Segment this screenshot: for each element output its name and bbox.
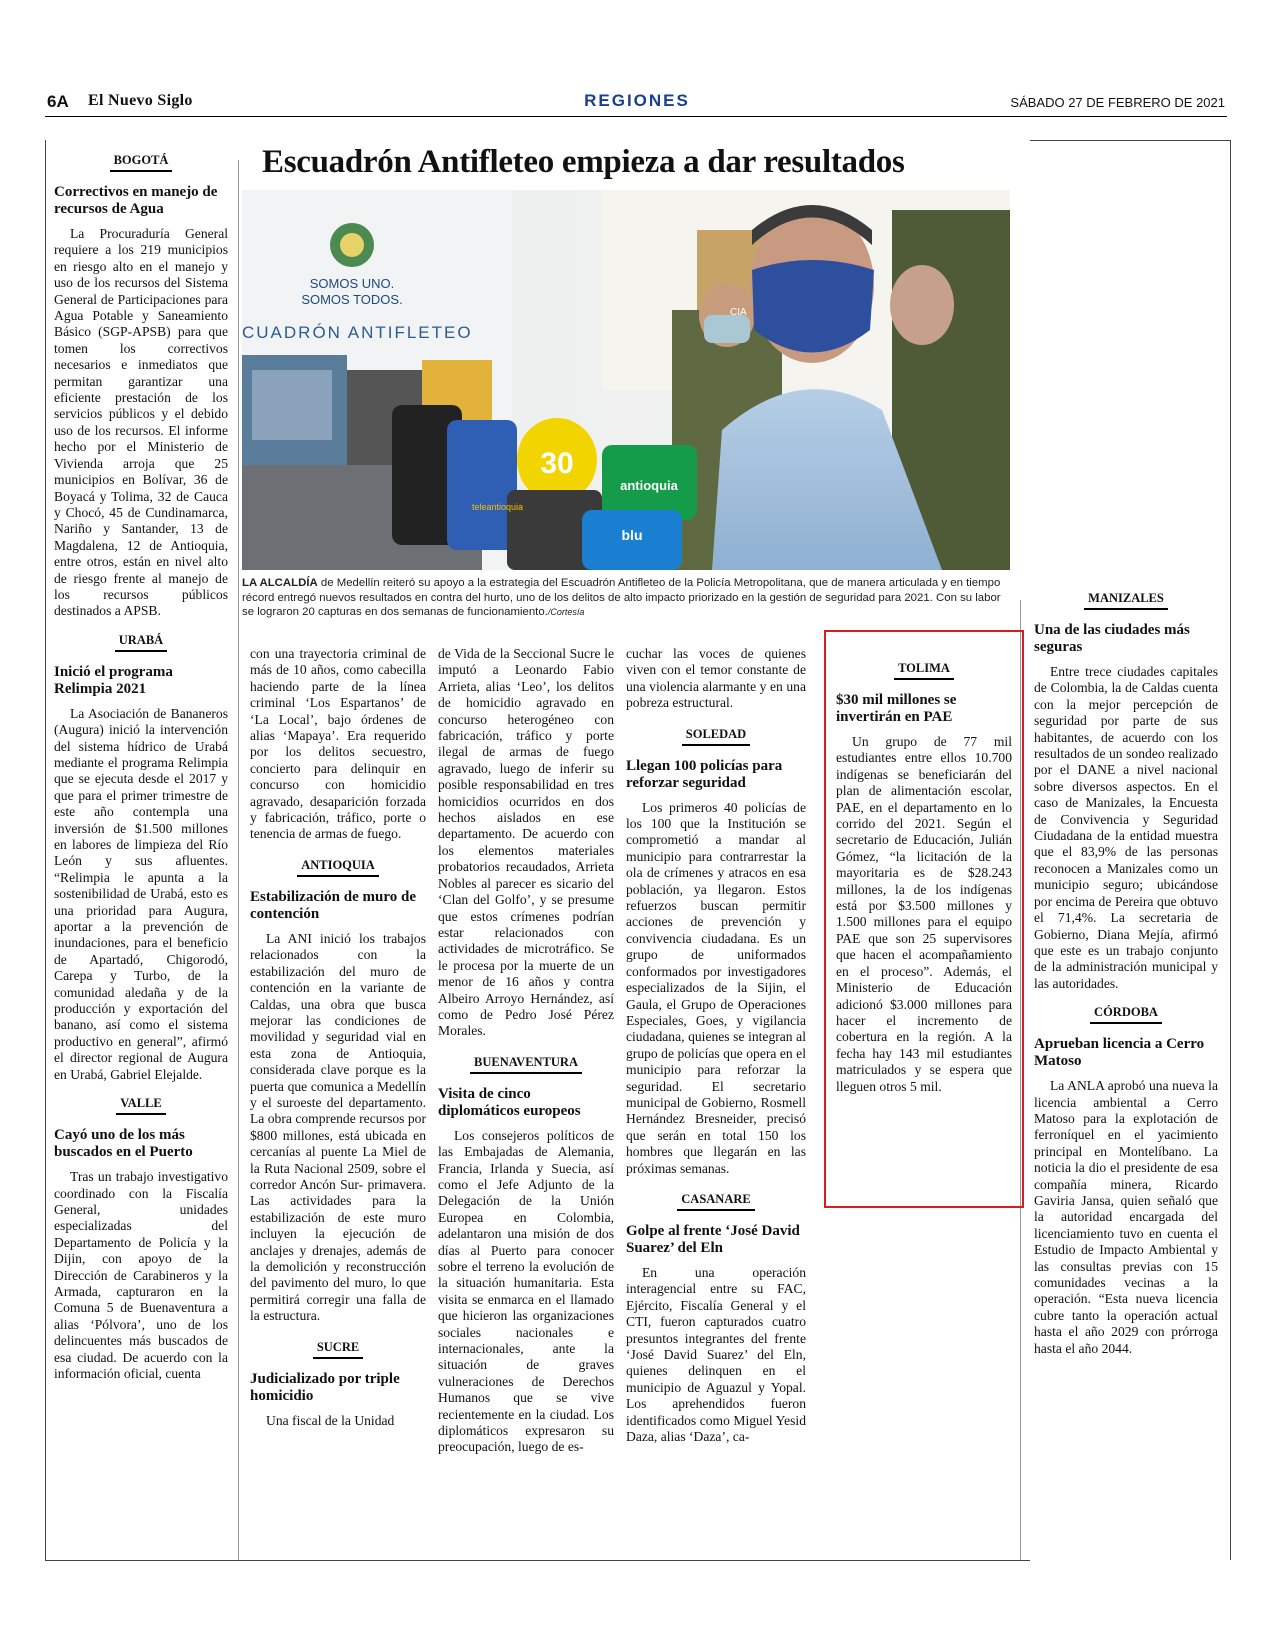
photo-illustration <box>242 190 1010 570</box>
tag-valle: VALLE <box>116 1096 165 1115</box>
frame-left <box>45 140 46 1560</box>
photo-caption <box>242 576 1010 620</box>
tag-uraba: URABÁ <box>115 633 167 652</box>
body-valle-cont: con una trayectoria criminal de más de 10 años, como cabecilla haciendo parte de la línea criminal ‘Los Espartanos’ de ‘La Local’, bajo órdenes de alias ‘Mapaya’. Era requerido por los delitos secuestro, concierto para delinquir en concurso con homicidio agravado, desaparición forzada y fabricación, tráfico, porte o tenencia de armas de fuego. <box>250 646 426 842</box>
vest-text: CIA <box>730 307 747 318</box>
body-casanare: En una operación interagencial entre su FAC, Ejército, Fiscalía General y el CTI, fueron capturados cuatro presuntos integrantes del frente ‘José David Suarez’ del Eln, quienes delinquen en el municipio de Aguazul y Yopal. Los aprehendidos fueron identificados como Miguel Yesid Daza, alias ‘Daza’, ca- <box>626 1264 806 1445</box>
body-buenaventura: Los consejeros políticos de las Embajadas de Alemania, Francia, Irlanda y Suecia, así como el Jefe Adjunto de la Delegación de la Unión Europea en Colombia, adelantaron una misión de dos días al Puerto para conocer sobre el terreno la evolución de la situación humanitaria. Esta visita se enmarca en el llamado que hicieron las organizaciones sociales nacionales e internacionales, ante la situación de graves vulneraciones de Derechos Humanos que se vive recientemente en la ciudad. Los diplomáticos expresaron su preocupación, luego de es- <box>438 1127 614 1455</box>
tag-tolima: TOLIMA <box>894 661 954 680</box>
banner-line-1: SOMOS UNO. <box>309 276 395 291</box>
tag-manizales: MANIZALES <box>1084 591 1168 610</box>
body-tolima: Un grupo de 77 mil estudiantes entre ellos 10.700 indígenas se beneficiarán del plan de alimentación escolar, PAE, en el departamento en lo corrido del 2021. Según el secretario de Educación, Julián Gómez, “la licitación de la mayoritaria es de $28.243 millones, la de los indígenas está por $3.500 millones y 1.500 millones para el equipo PAE que son 25 supervisores que hacen el acompañamiento en el proceso”. Además, el Ministerio de Educación adicionó $3.000 millones para hacer el incremento de cobertura en la región. A la fecha hay 143 mil estudiantes matriculados y se espera que lleguen otros 5 mil. <box>836 734 1012 1094</box>
column-2 <box>250 646 426 1429</box>
column-4 <box>626 646 806 1445</box>
column-1 <box>54 146 228 1382</box>
tag-soledad: SOLEDAD <box>682 727 750 746</box>
body-uraba: La Asociación de Bananeros (Augura) inició la intervención del sistema hídrico de Urabá mediante el programa Relimpia que se ejecuta desde el 2017 y que para el primer trimestre de este año contempla una inversión de $1.500 millones en labores de limpieza del Río León y sus afluentes. “Relimpia le apunta a la sostenibilidad de Urabá, esto es una prioridad para Augura, aportar a la prevención de inundaciones, para el beneficio de Apartadó, Chigorodó, Carepa y Turbo, de la comunidad aledaña y de la producción y exportación del banano, así como el sistema productivo en general”, afirmó el director regional de Augura en Urabá, Gabriel Elejalde. <box>54 705 228 1082</box>
title-cordoba: Aprueban licencia a Cerro Matoso <box>1034 1036 1205 1070</box>
body-buenaventura-cont: cuchar las voces de quienes viven con el temor constante de una violencia alarmante y en una pobreza estructural. <box>626 646 806 711</box>
column-3 <box>438 646 614 1456</box>
tag-buenaventura: BUENAVENTURA <box>470 1055 582 1074</box>
header-rule <box>45 116 1227 117</box>
title-uraba: Inició el programa Relimpia 2021 <box>54 663 173 697</box>
caption-lead: LA ALCALDÍA <box>242 577 318 589</box>
column-divider <box>238 160 239 1560</box>
body-sucre-cont: de Vida de la Seccional Sucre le imputó a Leonardo Fabio Arrieta, alias ‘Leo’, los delitos de homicidio agravado en concurso heterogéneo con fabricación, tráfico y porte ilegal de armas de fuego agravado, luego de inferir su posible responsabilidad en tres homicidios ocurridos en dos hechos aislados en ese departamento. De acuerdo con los elementos materiales probatorios recaudados, Arrieta Nobles al parecer es sicario del ‘Clan del Golfo’, y se presume que estos crímenes podrían estar relacionados con actividades de microtráfico. Se le procesa por la muerte de un menor de 16 años y contra Albeiro Arroyo Hernández, así como de Pedro José Pérez Morales. <box>438 646 614 1039</box>
main-headline: Escuadrón Antifleteo empieza a dar resultados <box>262 144 905 180</box>
mic-label-3: blu <box>621 527 643 543</box>
body-antioquia: La ANI inició los trabajos relacionados con la estabilización del muro de contención en la variante de Caldas, una obra que busca mejorar las condiciones de movilidad y seguridad vial en esta zona de Antioquia, considerada clave porque es la puerta que comunica a Medellín y el suroeste del departamento. La obra comprende recursos por $800 millones, está ubicada en cercanías al puente La Miel de la Ruta Nacional 2509, sobre el corredor Ancón Sur- primavera. Las actividades para la estabilización de este muro incluyen la ejecución de anclajes y drenajes, además de la demolición y reconstrucción del pavimento del muro, lo que permitirá corregir una falla de la estructura. <box>250 930 426 1324</box>
frame-right <box>1230 140 1231 1560</box>
frame-top-right <box>1030 140 1230 141</box>
tag-sucre: SUCRE <box>313 1340 363 1359</box>
banner-text: CUADRÓN ANTIFLETEO <box>242 323 473 342</box>
title-valle: Cayó uno de los más buscados en el Puerto <box>54 1127 193 1161</box>
title-manizales: Una de las ciudades más seguras <box>1034 622 1190 655</box>
column-5 <box>836 654 1012 1095</box>
column-6 <box>1034 584 1218 1357</box>
frame-bottom <box>45 1560 1030 1561</box>
title-antioquia: Estabilización de muro de contención <box>250 888 416 922</box>
caption-text: de Medellín reiteró su apoyo a la estrategia del Escuadrón Antifleteo de la Policía Metropolitana, que de manera articulada y en tiempo récord entregó nuevos resultados en contra del hurto, uno de los delitos de alto impacto priorizado en la gestión de seguridad para 2021. Con su labor se lograron 20 capturas en dos semanas de funcionamiento. <box>242 577 1001 618</box>
tag-cordoba: CÓRDOBA <box>1090 1005 1162 1024</box>
title-soledad: Llegan 100 policías para reforzar seguridad <box>626 757 783 791</box>
issue-date: SÁBADO 27 DE FEBRERO DE 2021 <box>1010 95 1225 110</box>
body-cordoba: La ANLA aprobó una nueva la licencia ambiental a Cerro Matoso para la explotación de ferroníquel en el yacimiento principal en Montelíbano. La noticia la dio el presidente de esa compañía minera, Ricardo Gaviria Jansa, quien señaló que la autoridad encargada del licenciamiento tuvo en cuenta el Estudio de Impacto Ambiental y las consultas previas con 15 comunidades vecinas a la operación. “Esta nueva licencia cubre tanto la operación actual hasta el año 2029 con prórroga hasta el año 2044. <box>1034 1078 1218 1356</box>
mic-label-1: antioquia <box>620 478 678 493</box>
title-tolima: $30 mil millones se invertirán en PAE <box>836 692 957 725</box>
caption-credit: /Cortesía <box>547 607 585 617</box>
body-manizales: Entre trece ciudades capitales de Colombia, la de Caldas cuenta con la mejor percepción de seguridad por parte de sus habitantes, de acuerdo con los resultados de un sondeo realizado por el DANE a nivel nacional sobre diversos aspectos. En el caso de Manizales, la Encuesta de Convivencia y Seguridad Ciudadana de la entidad muestra que el 83,9% de las personas reconocen a Manizales como un municipio seguro; ubicándose por encima de Pereira que obtuvo el 71,4%. La secretaria de Gobierno, Diana Mejía, afirmó que este es un trabajo conjunto de la administración municipal y las autoridades. <box>1034 664 1218 991</box>
title-buenaventura: Visita de cinco diplomáticos europeos <box>438 1085 581 1119</box>
banner-line-2: SOMOS TODOS. <box>301 292 403 307</box>
main-photo <box>242 190 1010 570</box>
body-sucre: Una fiscal de la Unidad <box>266 1412 395 1428</box>
tag-casanare: CASANARE <box>677 1192 754 1211</box>
newspaper-name: El Nuevo Siglo <box>88 92 193 109</box>
body-soledad: Los primeros 40 policías de los 100 que la Institución se comprometió a mandar al municipio para contrarrestar la ola de crímenes y atracos en esa población, ya llegaron. Estos refuerzos buscan permitir acciones de prevención y convivencia ciudadana. Es un grupo de uniformados conformados por investigadores especializados de la Sijin, el Gaula, el Grupo de Operaciones Especiales, Goes, y vigilancia ciudadana, quienes se integran al grupo de policías que opera en el municipio para reforzar la seguridad. El secretario municipal de Gobierno, Rosmell Hernández Bresneider, precisó que serán en total 150 los hombres que llegarán en las próximas semanas. <box>626 799 806 1176</box>
mic-label-2: teleantioquia <box>472 502 524 512</box>
tag-bogota: BOGOTÁ <box>110 153 173 172</box>
section-title: REGIONES <box>584 91 690 110</box>
title-casanare: Golpe al frente ‘José David Suarez’ del Eln <box>626 1222 800 1256</box>
mic-number: 30 <box>540 447 574 480</box>
page-number: 6A <box>47 92 69 111</box>
title-sucre: Judicializado por triple homicidio <box>250 1370 400 1404</box>
tag-antioquia: ANTIOQUIA <box>297 858 379 877</box>
body-bogota: La Procuraduría General requiere a los 219 municipios en riesgo alto en el manejo y uso de los recursos del Sistema General de Participaciones para Agua Potable y Saneamiento Básico (SGP-APSB) para que tomen los correctivos necesarios e inmediatos que permitan garantizar una eficiente prestación de los servicios públicos y el debido uso de los recursos. El informe hecho por el Ministerio de Vivienda arroja que 25 municipios en Bolívar, 36 de Boyacá y Tolima, 32 de Cauca y Chocó, 45 de Cundinamarca, Nariño y Santander, 13 de Magdalena, 12 de Antioquia, entre otros, están en nivel alto de riesgo frente al manejo de los recursos públicos destinados a APSB. <box>54 226 228 619</box>
title-bogota: Correctivos en manejo de recursos de Agua <box>54 184 218 217</box>
body-valle: Tras un trabajo investigativo coordinado con la Fiscalía General, unidades especializadas del Departamento de Policía y la Dijin, con apoyo de la Dirección de Carabineros y la Armada, capturaron en la Comuna 5 de Buenaventura a alias ‘Pólvora’, uno de los delincuentes más buscados de esa ciudad. De acuerdo con la información oficial, cuenta <box>54 1169 228 1381</box>
